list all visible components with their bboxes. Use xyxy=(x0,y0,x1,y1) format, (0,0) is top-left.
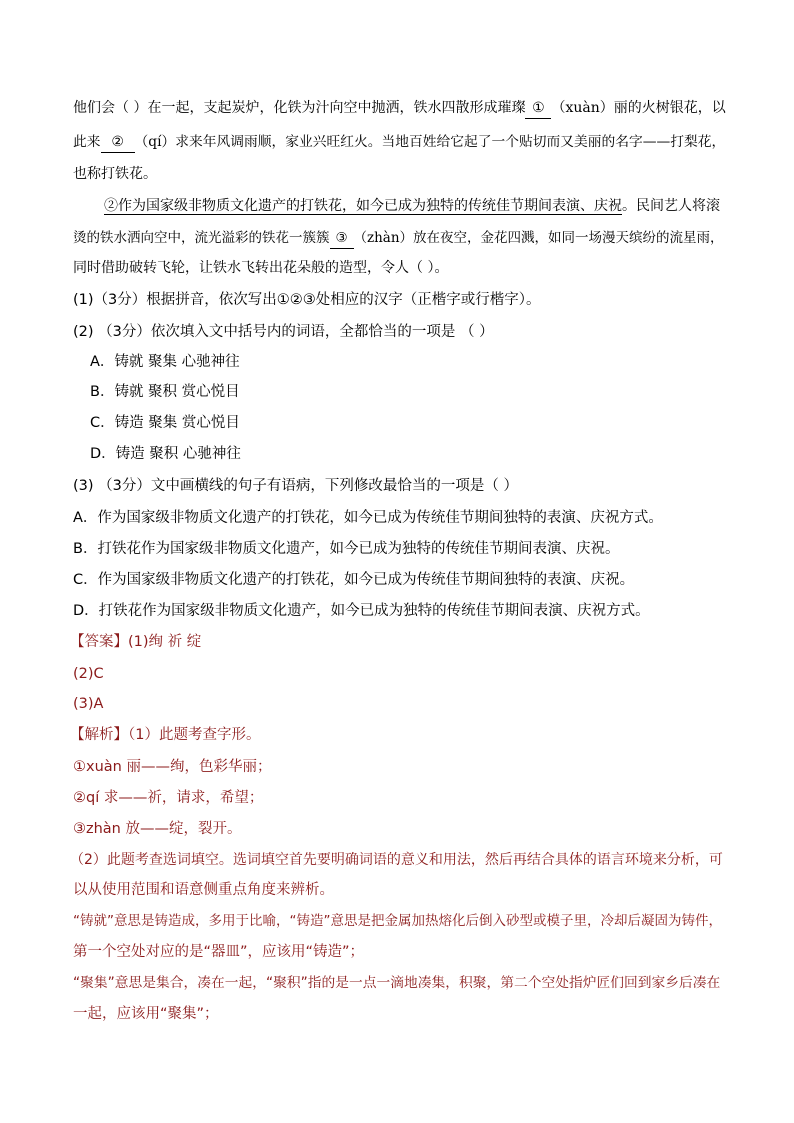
passage-text: 此来 xyxy=(73,134,101,150)
passage-text: 他们会（ ）在一起，支起炭炉，化铁为汁向空中抛洒，铁水四散形成璀璨 xyxy=(73,100,526,116)
answer-line-1 xyxy=(70,632,201,652)
passage-line-2 xyxy=(73,132,725,153)
analysis-line-2: ①xuàn 丽——绚，色彩华丽； xyxy=(73,759,272,775)
q2-option-b: B．铸就 聚积 赏心悦目 xyxy=(90,384,240,400)
analysis-line-9: “聚集”意思是集合，凑在一起，“聚积”指的是一点一滴地凑集，积聚，第二个空处指炉匠们回到家乡后凑在 xyxy=(73,975,721,991)
blank-2: ② xyxy=(101,132,135,153)
q2-option-c: C．铸造 聚集 赏心悦目 xyxy=(90,415,240,431)
answer-2: (2)C xyxy=(73,666,104,682)
passage-line-5 xyxy=(73,228,724,249)
question-2: (2) （3分）依次填入文中括号内的词语，全都恰当的一项是 （ ） xyxy=(73,324,494,340)
question-3: (3) （3分）文中画横线的句子有语病，下列修改最恰当的一项是（ ） xyxy=(73,478,518,494)
answer-1: (1)绚 祈 绽 xyxy=(128,634,202,650)
q3-option-a: A．作为国家级非物质文化遗产的打铁花，如今已成为传统佳节期间独特的表演、庆祝方式。 xyxy=(73,510,663,526)
analysis-line-3: ②qí 求——祈，请求，希望； xyxy=(73,790,264,806)
blank-3: ③ xyxy=(330,228,354,249)
passage-text: 。民间艺人将滚 xyxy=(622,198,720,214)
q3-option-b: B．打铁花作为国家级非物质文化遗产，如今已成为独特的传统佳节期间表演、庆祝。 xyxy=(73,541,620,557)
answer-3: (3)A xyxy=(73,696,104,712)
q3-option-d: D．打铁花作为国家级非物质文化遗产，如今已成为独特的传统佳节期间表演、庆祝方式。 xyxy=(73,603,650,619)
analysis-line-10: 一起，应该用“聚集”； xyxy=(73,1006,219,1022)
q2-option-d: D．铸造 聚积 心驰神往 xyxy=(90,446,241,462)
passage-line-6: 同时借助破转飞轮，让铁水飞转出花朵般的造型，令人（ ）。 xyxy=(73,260,449,276)
blank-1: ① xyxy=(525,98,551,119)
analysis-line-6: 以从使用范围和语意侧重点角度来辨析。 xyxy=(73,882,334,898)
analysis-label: 【解析】 xyxy=(70,727,128,743)
q2-option-a: A．铸就 聚集 心驰神往 xyxy=(90,354,240,370)
analysis-text: （1）此题考查字形。 xyxy=(128,727,261,743)
analysis-line-7: “铸就”意思是铸造成，多用于比喻，“铸造”意思是把金属加热熔化后倒入砂型或模子里，冷却后凝固为铸件， xyxy=(73,913,722,929)
analysis-line-8: 第一个空处对应的是“器皿”，应该用“铸造”； xyxy=(73,944,365,960)
analysis-line-5: （2）此题考查选词填空。选词填空首先要明确词语的意义和用法，然后再结合具体的语言环境来分析，可 xyxy=(70,852,723,868)
answer-label: 【答案】 xyxy=(70,634,128,650)
passage-line-3: 也称打铁花。 xyxy=(73,166,157,182)
passage-text: 烫的铁水洒向空中，流光溢彩的铁花一簇簇 xyxy=(73,230,330,246)
passage-text: （xuàn）丽的火树银花，以 xyxy=(551,100,726,116)
q3-option-c: C．作为国家级非物质文化遗产的打铁花，如今已成为传统佳节期间独特的表演、庆祝。 xyxy=(73,572,635,588)
analysis-line-4: ③zhàn 放——绽，裂开。 xyxy=(73,821,242,837)
analysis-line-1 xyxy=(70,725,260,745)
passage-text: （qí）求来年风调雨顺，家业兴旺红火。当地百姓给它起了一个贴切而又美丽的名字——打梨花， xyxy=(134,134,726,150)
underlined-sentence: ②作为国家级非物质文化遗产的打铁花，如今已成为独特的传统佳节期间表演、庆祝 xyxy=(104,198,622,214)
passage-line-1 xyxy=(73,98,726,119)
question-1: (1)（3分）根据拼音，依次写出①②③处相应的汉字（正楷字或行楷字）。 xyxy=(73,292,541,308)
passage-line-4 xyxy=(104,196,720,216)
passage-text: （zhàn）放在夜空，金花四溅，如同一场漫天缤纷的流星雨， xyxy=(353,230,724,246)
